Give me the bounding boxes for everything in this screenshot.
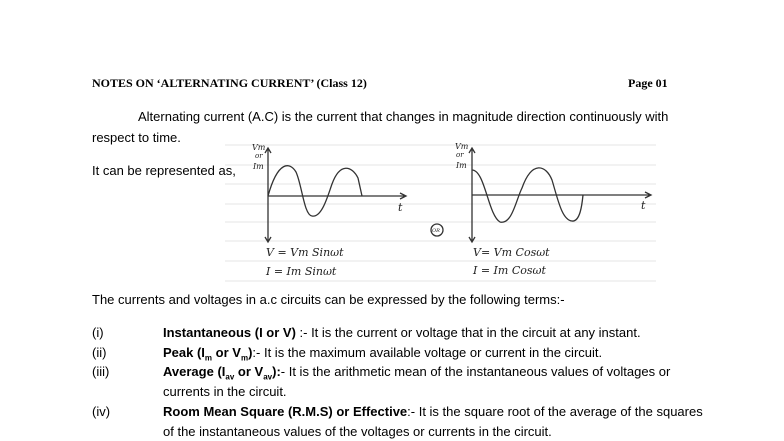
term-name: Peak ($I_m$ or $V_m$) [163,345,253,363]
left-sine-wave [268,166,362,216]
item-number: (iii) [92,364,110,379]
intro-line-1: Alternating current (A.C) is the current that changes in magnitude direction continuously with [138,109,669,124]
intro-line-2: respect to time. [92,130,181,145]
right-ylabel-or: or [456,151,464,159]
right-ylabel-vm: Vm [455,142,469,151]
left-ylabel-vm: Vm [252,143,266,152]
term-description: :- It is the square root of the average of the squares [407,404,703,419]
left-equation-i: I = Im Sinωt [266,265,337,278]
right-equation-v: V= Vm Cosωt [473,246,550,259]
page-number: Page 01 [628,76,668,90]
item-number: (iv) [92,404,111,419]
right-ylabel-im: Im [456,161,467,170]
term-name: Average ($I_{av}$ or $V_{av}$): [163,364,281,382]
represented-label: It can be represented as, [92,163,236,178]
right-x-axis [472,192,651,198]
left-ylabel-im: Im [253,162,264,171]
or-label: OR [432,228,440,234]
term-description: :- It is the current or voltage that in the circuit at any instant. [295,325,641,340]
left-ylabel-or: or [255,152,263,160]
left-equation-v: V = Vm Sinωt [266,246,344,259]
left-xlabel-t: t [398,201,403,214]
term-name: Instantaneous (I or V) [163,325,296,340]
term-description-cont: currents in the circuit. [163,384,287,399]
item-number: (ii) [92,345,107,360]
terms-intro: The currents and voltages in a.c circuits can be expressed by the following terms:- [92,292,565,307]
notes-title: NOTES ON ‘ALTERNATING CURRENT’ (Class 12) [92,76,367,90]
right-equation-i: I = Im Cosωt [473,264,546,277]
term-description: - It is the arithmetic mean of the instantaneous values of voltages or [280,364,671,379]
item-number: (i) [92,325,104,340]
right-xlabel-t: t [641,199,646,212]
left-x-axis [268,193,406,199]
term-description-cont: of the instantaneous values of the voltages or currents in the circuit. [163,424,552,439]
term-name: Room Mean Square (R.M.S) or Effective [163,404,408,419]
term-description: :- It is the maximum available voltage or current in the circuit. [252,345,603,360]
